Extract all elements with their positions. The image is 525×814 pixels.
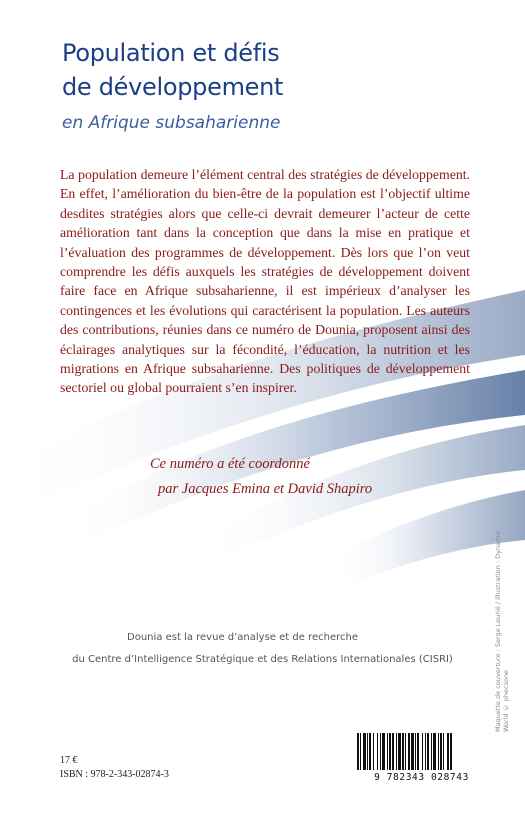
- barcode-bar: [411, 733, 414, 770]
- barcode: [349, 730, 494, 786]
- barcode-bar: [450, 733, 452, 770]
- barcode-bar: [422, 733, 423, 770]
- barcode-bars: [349, 730, 494, 772]
- barcode-bar: [360, 733, 361, 770]
- barcode-bar: [398, 733, 401, 770]
- barcode-bar: [357, 733, 359, 770]
- illustration-credit: Maquette de couverture : Serge Lourié / illustration : Dynamic World © phecsone: [494, 530, 510, 732]
- barcode-bar: [382, 733, 385, 770]
- barcode-bar: [443, 733, 444, 770]
- barcode-bar: [367, 733, 368, 770]
- barcode-digits: 9 782343 028743: [374, 772, 469, 783]
- barcode-bar: [408, 733, 410, 770]
- publisher-line-2: du Centre d’Intelligence Stratégique et des Relations Internationales (CISRI): [72, 654, 453, 665]
- publisher-info: [0, 627, 525, 671]
- coordination-line-2: par Jacques Emina et David Shapiro: [158, 481, 373, 497]
- barcode-bar: [387, 733, 388, 770]
- barcode-bar: [405, 733, 406, 770]
- title-line-2: de développement: [62, 73, 284, 101]
- title-line-1: Population et défis: [62, 39, 280, 67]
- barcode-bar: [440, 733, 442, 770]
- barcode-bar: [389, 733, 391, 770]
- coordination-credit: [150, 452, 410, 502]
- price-isbn-block: [60, 754, 169, 782]
- barcode-bar: [392, 733, 394, 770]
- barcode-bar: [377, 733, 378, 770]
- cover-title: [62, 36, 283, 104]
- title-block: [62, 36, 283, 134]
- cover-subtitle: en Afrique subsaharienne: [62, 113, 281, 133]
- barcode-bar: [427, 733, 429, 770]
- back-cover-blurb: La population demeure l’élément central des stratégies de développement. En effet, l’amélioration du bien-être de la population est l’objectif ultime desdites stratégies alors que celle-ci devrait demeurer l’acteur de cette amélioration tant dans la conception que dans la mise en pratique et l’évaluation des programmes de développement. Dès lors que l’on veut comprendre les défis auxquels les stratégies de développement doivent faire face en Afrique subsaharienne, il est impérieux d’analyser les contingences et les évolutions qui caractérisent la population. Les auteurs des contributions, réunies dans ce numéro de Dounia, proposent ainsi des éclairages analytiques sur la fécondité, l’éducation, la nutrition et les migrations en Afrique subsaharienne. Des politiques de développement sectoriel ou global pourraient s’en inspirer.: [60, 167, 470, 396]
- barcode-bar: [396, 733, 397, 770]
- barcode-bar: [373, 733, 374, 770]
- barcode-bar: [433, 733, 436, 770]
- barcode-bar: [369, 733, 371, 770]
- barcode-bar: [380, 733, 381, 770]
- barcode-bar: [431, 733, 432, 770]
- barcode-bar: [438, 733, 439, 770]
- coordination-line-1: Ce numéro a été coordonné: [150, 456, 310, 472]
- barcode-bar: [425, 733, 426, 770]
- price: 17 €: [60, 755, 78, 766]
- barcode-bar: [402, 733, 404, 770]
- barcode-bar: [417, 733, 419, 770]
- barcode-bar: [447, 733, 449, 770]
- barcode-bar: [363, 733, 366, 770]
- isbn: ISBN : 978-2-343-02874-3: [60, 769, 169, 780]
- barcode-bar: [415, 733, 416, 770]
- publisher-line-1: Dounia est la revue d’analyse et de recherche: [127, 632, 358, 643]
